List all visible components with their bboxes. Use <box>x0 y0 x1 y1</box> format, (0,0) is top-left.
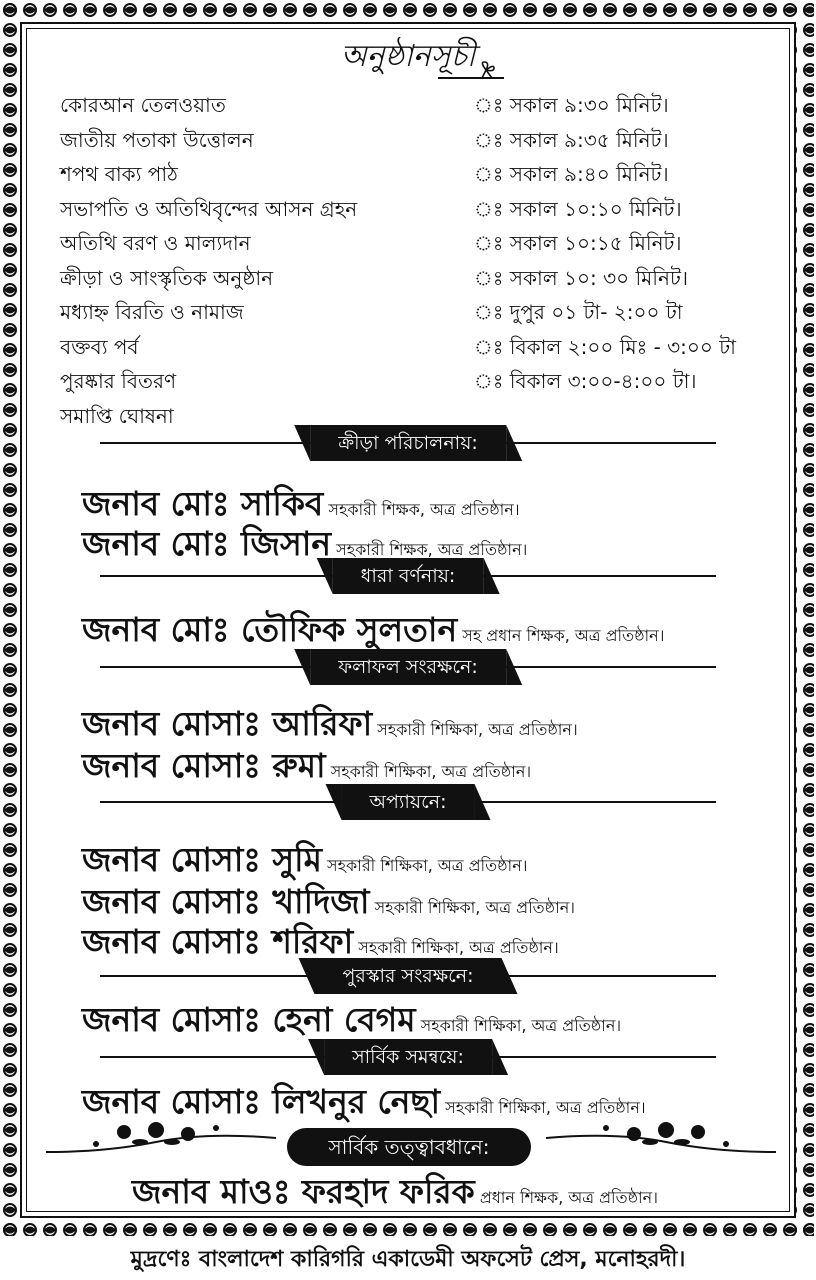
person-name: জনাব মাওঃ ফরহাদ ফরিক <box>132 1172 475 1211</box>
schedule-time: ঃ সকাল ১০: ৩০ মিনিট। <box>474 265 688 290</box>
section-label: ধারা বর্ণনায়: <box>333 558 484 594</box>
schedule-row <box>60 159 760 194</box>
schedule-time: ঃ সকাল ৯:৩০ মিনিট। <box>474 93 669 117</box>
schedule-row <box>60 332 760 367</box>
person-name: জনাব মোসাঃ লিখনুর নেছা <box>82 1082 441 1121</box>
person-designation: সহ প্রধান শিক্ষক, অত্র প্রতিষ্ঠান। <box>462 626 665 645</box>
schedule-row <box>60 366 760 401</box>
schedule-time: ঃ সকাল ৯:৪০ মিনিট। <box>474 162 669 186</box>
person-designation: সহকারী শিক্ষিকা, অত্র প্রতিষ্ঠান। <box>358 938 559 957</box>
section-label: ফলাফল সংরক্ষনে: <box>310 649 506 685</box>
schedule-time: ঃ দুপুর ০১ টা- ২:০০ টা <box>474 300 683 324</box>
schedule-event: মধ্যাহ্ন বিরতি ও নামাজ <box>60 300 244 324</box>
schedule-event: শপথ বাক্য পাঠ <box>60 162 178 186</box>
schedule-event: ক্রীড়া ও সাংস্কৃতিক অনুষ্ঠান <box>60 265 274 290</box>
person-hena <box>82 994 621 1050</box>
person-designation: সহকারী শিক্ষিকা, অত্র প্রতিষ্ঠান। <box>377 720 578 739</box>
schedule-time: ঃ বিকাল ৩:০০-৪:০০ টা। <box>474 369 697 393</box>
person-name: জনাব মোসাঃ সুমি <box>82 840 322 879</box>
section-label: পুরস্কার সংরক্ষনে: <box>315 958 502 994</box>
schedule-time: ঃ সকাল ৯:৩৫ মিনিট। <box>474 127 669 152</box>
schedule-event: সভাপতি ও অতিথিবৃন্দের আসন গ্রহন <box>60 196 358 221</box>
person-designation: সহকারী শিক্ষক, অত্র প্রতিষ্ঠান। <box>336 540 528 559</box>
section-band-sports <box>100 425 716 461</box>
person-name: জনাব মোঃ তৌফিক সুলতান <box>82 610 458 649</box>
schedule-event: সমাপ্তি ঘোষনা <box>60 403 174 428</box>
schedule-time: ঃ সকাল ১০:১৫ মিনিট। <box>474 231 682 255</box>
page-title: অনুষ্ঠানসূচী <box>340 39 476 74</box>
floral-ornament-right-icon <box>546 1118 776 1158</box>
person-toufik <box>82 604 664 660</box>
schedule-list <box>60 90 760 435</box>
person-name: জনাব মোঃ সাকিব <box>82 484 324 523</box>
ribbon-flourish-icon <box>438 60 508 84</box>
schedule-row <box>60 194 760 229</box>
person-name: জনাব মোসাঃ হেনা বেগম <box>82 1000 416 1039</box>
person-name: জনাব মোসাঃ রুমা <box>82 746 326 785</box>
person-name: জনাব মোসাঃ আরিফা <box>82 704 373 743</box>
person-designation: সহকারী শিক্ষক, অত্র প্রতিষ্ঠান। <box>328 500 520 519</box>
schedule-row <box>60 263 760 298</box>
schedule-time: ঃ বিকাল ২:০০ মিঃ - ৩:০০ টা <box>474 334 736 359</box>
floral-ornament-left-icon <box>46 1118 276 1158</box>
section-label-supervision: সার্বিক তত্ত্বাবধানে: <box>287 1128 531 1166</box>
person-name: জনাব মোসাঃ খাদিজা <box>82 882 370 921</box>
person-ruma <box>82 740 531 796</box>
schedule-row <box>60 90 760 125</box>
schedule-event: বক্তব্য পর্ব <box>60 334 139 359</box>
schedule-event: কোরআন তেলওয়াত <box>60 93 226 117</box>
person-designation: সহকারী শিক্ষিকা, অত্র প্রতিষ্ঠান। <box>445 1098 646 1117</box>
schedule-row <box>60 297 760 332</box>
schedule-row <box>60 125 760 160</box>
schedule-row <box>60 228 760 263</box>
person-designation: প্রধান শিক্ষক, অত্র প্রতিষ্ঠান। <box>479 1188 658 1207</box>
schedule-event: পুরষ্কার বিতরণ <box>60 369 177 393</box>
person-designation: সহকারী শিক্ষিকা, অত্র প্রতিষ্ঠান। <box>420 1016 622 1035</box>
person-name: জনাব মোঃ জিসান <box>82 524 332 563</box>
person-farhad <box>132 1166 658 1222</box>
person-sharifa <box>82 916 559 972</box>
section-label: অপ্যায়নে: <box>342 784 475 820</box>
section-label: সার্বিক সমন্বয়ে: <box>324 1039 492 1075</box>
schedule-time: ঃ সকাল ১০:১০ মিনিট। <box>474 196 682 221</box>
person-designation: সহকারী শিক্ষিকা, অত্র প্রতিষ্ঠান। <box>330 762 532 781</box>
printer-credit: মুদ্রণেঃ বাংলাদেশ কারিগরি একাডেমী অফসেট প্রেস, মনোহরদী। <box>130 1247 686 1272</box>
person-jisan <box>82 518 527 574</box>
schedule-event: জাতীয় পতাকা উত্তোলন <box>60 127 254 152</box>
person-designation: সহকারী শিক্ষিকা, অত্র প্রতিষ্ঠান। <box>327 856 528 875</box>
person-designation: সহকারী শিক্ষিকা, অত্র প্রতিষ্ঠান। <box>374 898 576 917</box>
person-name: জনাব মোসাঃ শরিফা <box>82 922 354 961</box>
section-label: ক্রীড়া পরিচালনায়: <box>310 425 506 461</box>
schedule-event: অতিথি বরণ ও মাল্যদান <box>60 231 251 255</box>
